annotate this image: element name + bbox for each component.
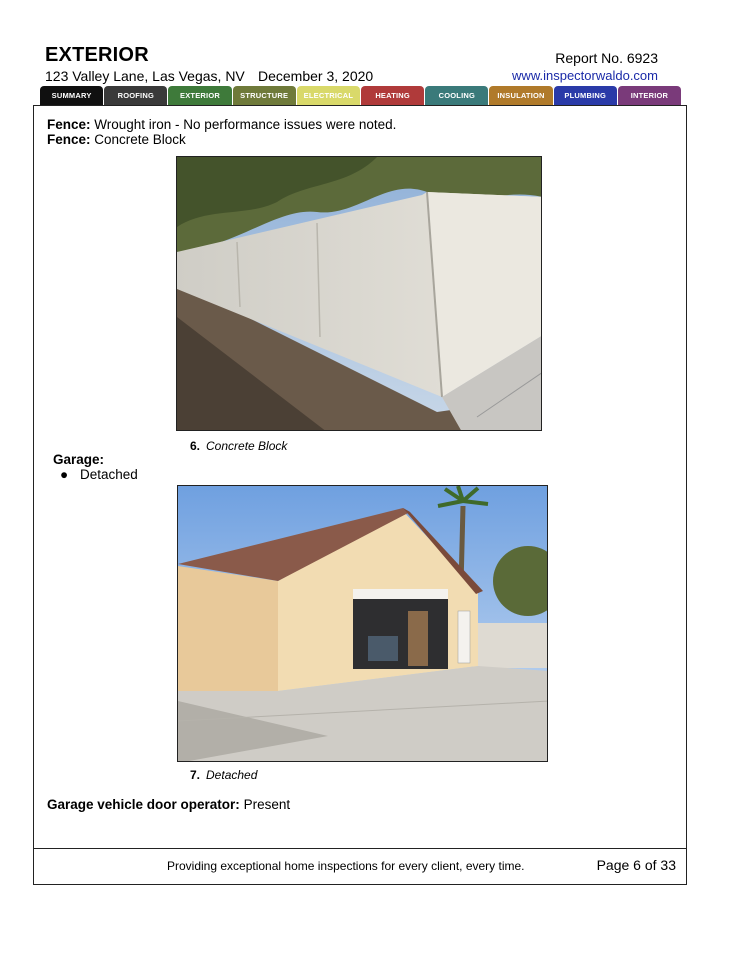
footer-divider (33, 848, 687, 849)
inspection-date: December 3, 2020 (258, 68, 374, 84)
property-address: 123 Valley Lane, Las Vegas, NV (45, 68, 245, 84)
website-link[interactable]: www.inspectorwaldo.com (512, 68, 658, 83)
caption-photo-6: 6. Concrete Block (190, 439, 288, 453)
tab-interior[interactable]: INTERIOR (618, 86, 681, 105)
garage-detached-item: ● Detached (60, 467, 138, 482)
page-number: Page 6 of 33 (596, 857, 676, 873)
bullet-icon: ● (60, 467, 69, 482)
tab-heating[interactable]: HEATING (361, 86, 424, 105)
garage-image (178, 486, 548, 762)
report-number: Report No. 6923 (555, 50, 658, 66)
tab-insulation[interactable]: INSULATION (489, 86, 552, 105)
tab-plumbing[interactable]: PLUMBING (554, 86, 617, 105)
tab-electrical[interactable]: ELECTRICAL (297, 86, 360, 105)
caption-photo-7: 7. Detached (190, 768, 258, 782)
photo-detached-garage (177, 485, 548, 762)
fence-concrete-block: Fence: Concrete Block (47, 132, 186, 147)
page-title: EXTERIOR (45, 44, 149, 66)
tab-roofing[interactable]: ROOFING (104, 86, 167, 105)
garage-door-operator: Garage vehicle door operator: Present (47, 797, 291, 812)
section-tabs (40, 86, 681, 105)
footer-tagline: Providing exceptional home inspections for every client, every time. (167, 859, 525, 873)
fence-wrought-iron: Fence: Wrought iron - No performance issues were noted. (47, 117, 397, 132)
concrete-wall-image (177, 157, 542, 431)
garage-heading: Garage: (53, 452, 105, 467)
tab-exterior[interactable]: EXTERIOR (168, 86, 231, 105)
tab-cooling[interactable]: COOLING (425, 86, 488, 105)
tab-summary[interactable]: SUMMARY (40, 86, 103, 105)
tab-structure[interactable]: STRUCTURE (233, 86, 296, 105)
photo-concrete-block (176, 156, 542, 431)
